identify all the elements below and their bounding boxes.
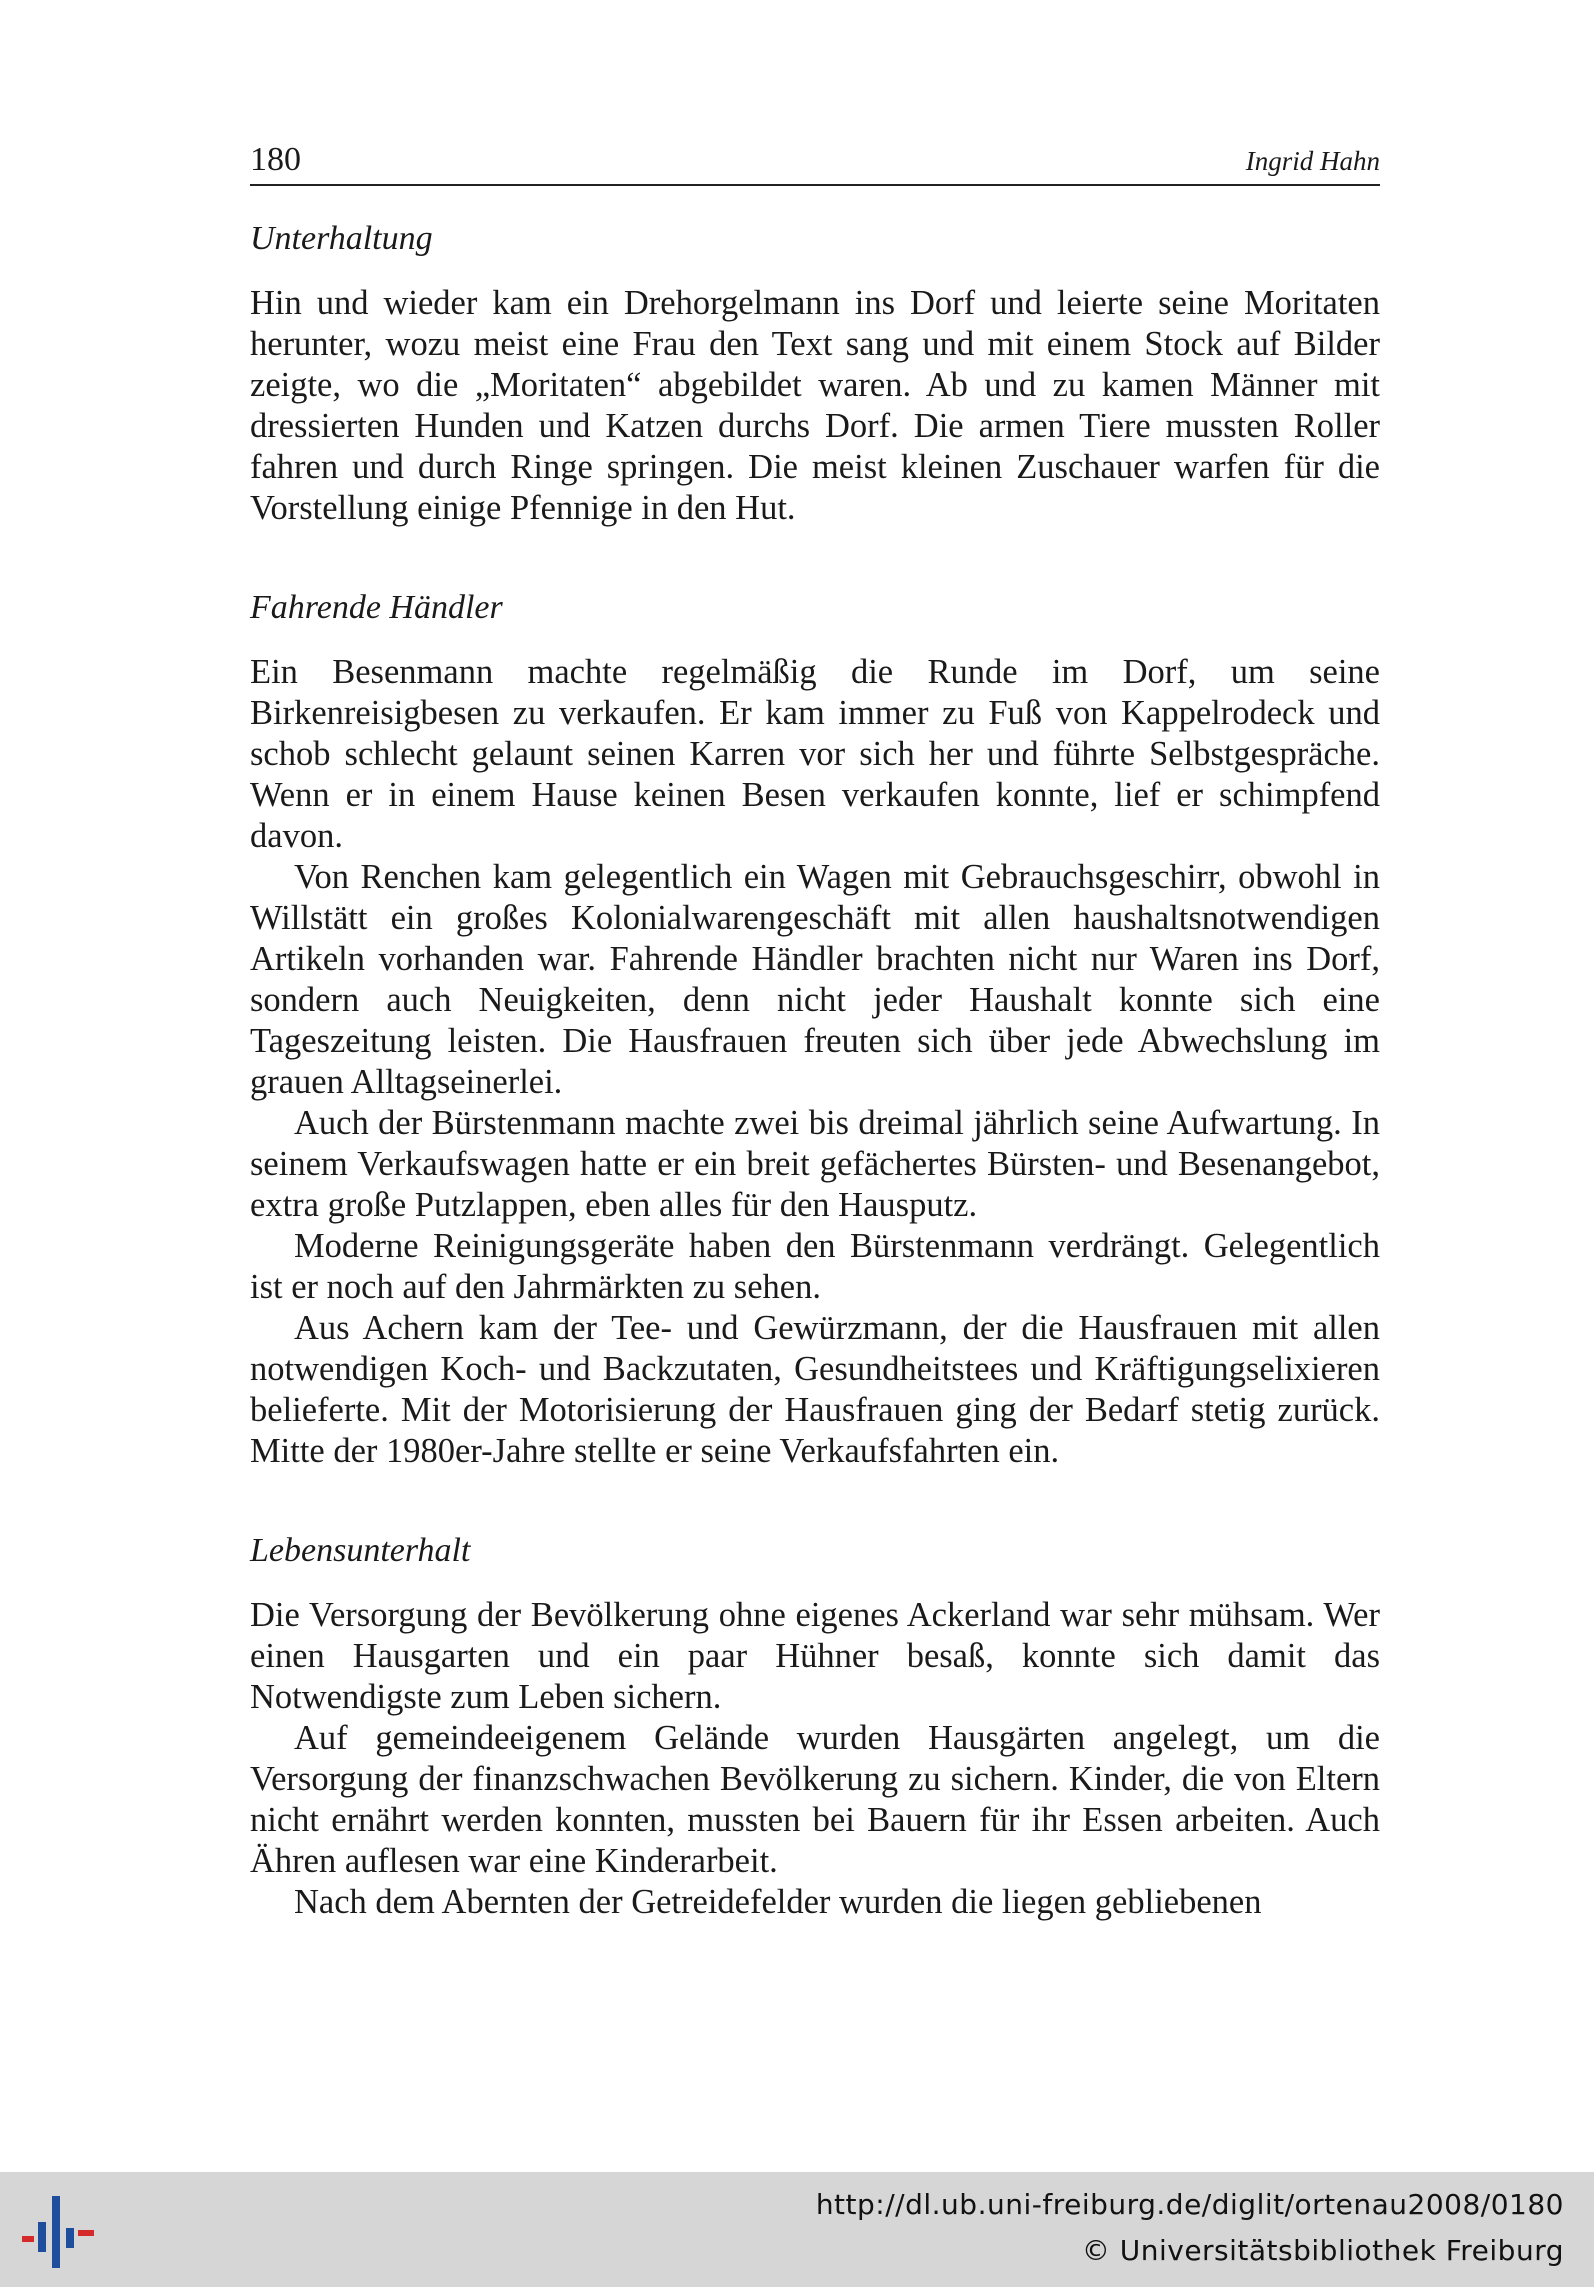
- paragraph: Auch der Bürstenmann machte zwei bis dreimal jährlich seine Aufwartung. In seinem Verkaufswagen hatte er ein breit gefächertes Bürsten- und Besenangebot, extra große Putzlappen, eben alles für den Hausputz.: [250, 1104, 1380, 1224]
- running-head: [250, 136, 1380, 186]
- source-url-link[interactable]: http://dl.ub.uni-freiburg.de/diglit/ortenau2008/0180: [815, 2188, 1564, 2221]
- section-heading: Lebensunterhalt: [250, 1532, 471, 1569]
- paragraph: Aus Achern kam der Tee- und Gewürzmann, der die Hausfrauen mit allen notwendigen Koch- und Backzutaten, Gesundheitstees und Kräftigungselixieren belieferte. Mit der Motorisierung der Hausfrauen ging der Bedarf stetig zurück. Mitte der 1980er-Jahre stellte er seine Verkaufsfahrten ein.: [250, 1309, 1380, 1470]
- section-lebensunterhalt: [250, 1530, 1380, 1923]
- section-unterhaltung: [250, 218, 1380, 529]
- paragraph: Von Renchen kam gelegentlich ein Wagen mit Gebrauchsgeschirr, obwohl in Willstätt ein großes Kolonialwarengeschäft mit allen haushaltsnotwendigen Artikeln vorhanden war. Fahrende Händler brachten nicht nur Waren ins Dorf, sondern auch Neuigkeiten, denn nicht jeder Haushalt konnte sich eine Tageszeitung leisten. Die Hausfrauen freuten sich über jede Abwechslung im grauen Alltagseinerlei.: [250, 858, 1380, 1101]
- paragraph: Hin und wieder kam ein Drehorgelmann ins Dorf und leierte seine Moritaten herunter, wozu meist eine Frau den Text sang und mit einem Stock auf Bilder zeigte, wo die „Moritaten“ abgebildet waren. Ab und zu kamen Männer mit dressierten Hunden und Katzen durchs Dorf. Die armen Tiere mussten Roller fahren und durch Ringe springen. Die meist kleinen Zuschauer warfen für die Vorstellung einige Pfennige in den Hut.: [250, 284, 1380, 527]
- ub-freiburg-logo-icon[interactable]: [18, 2192, 98, 2272]
- section-heading: Unterhaltung: [250, 220, 433, 257]
- section-fahrende-haendler: [250, 587, 1380, 1472]
- paragraph: Moderne Reinigungsgeräte haben den Bürstenmann verdrängt. Gelegentlich ist er noch auf den Jahrmärkten zu sehen.: [250, 1227, 1380, 1306]
- main-content: [250, 218, 1380, 1981]
- library-footer: [0, 2172, 1594, 2287]
- paragraph: Die Versorgung der Bevölkerung ohne eigenes Ackerland war sehr mühsam. Wer einen Hausgarten und ein paar Hühner besaß, konnte sich damit das Notwendigste zum Leben sichern.: [250, 1596, 1380, 1716]
- copyright-text: © Universitätsbibliothek Freiburg: [1081, 2234, 1564, 2267]
- page-number: 180: [250, 141, 301, 178]
- running-author: Ingrid Hahn: [1245, 146, 1380, 176]
- paragraph: Ein Besenmann machte regelmäßig die Runde im Dorf, um seine Birkenreisigbesen zu verkaufen. Er kam immer zu Fuß von Kappelrodeck und schob schlecht gelaunt seinen Karren vor sich her und führte Selbstgespräche. Wenn er in einem Hause keinen Besen verkaufen konnte, lief er schimpfend davon.: [250, 653, 1380, 855]
- section-heading: Fahrende Händler: [250, 589, 503, 626]
- paragraph: Nach dem Abernten der Getreidefelder wurden die liegen gebliebenen: [294, 1883, 1262, 1921]
- paragraph: Auf gemeindeeigenem Gelände wurden Hausgärten angelegt, um die Versorgung der finanzschwachen Bevölkerung zu sichern. Kinder, die von Eltern nicht ernährt werden konnten, mussten bei Bauern für ihr Essen arbeiten. Auch Ähren auflesen war eine Kinderarbeit.: [250, 1719, 1380, 1880]
